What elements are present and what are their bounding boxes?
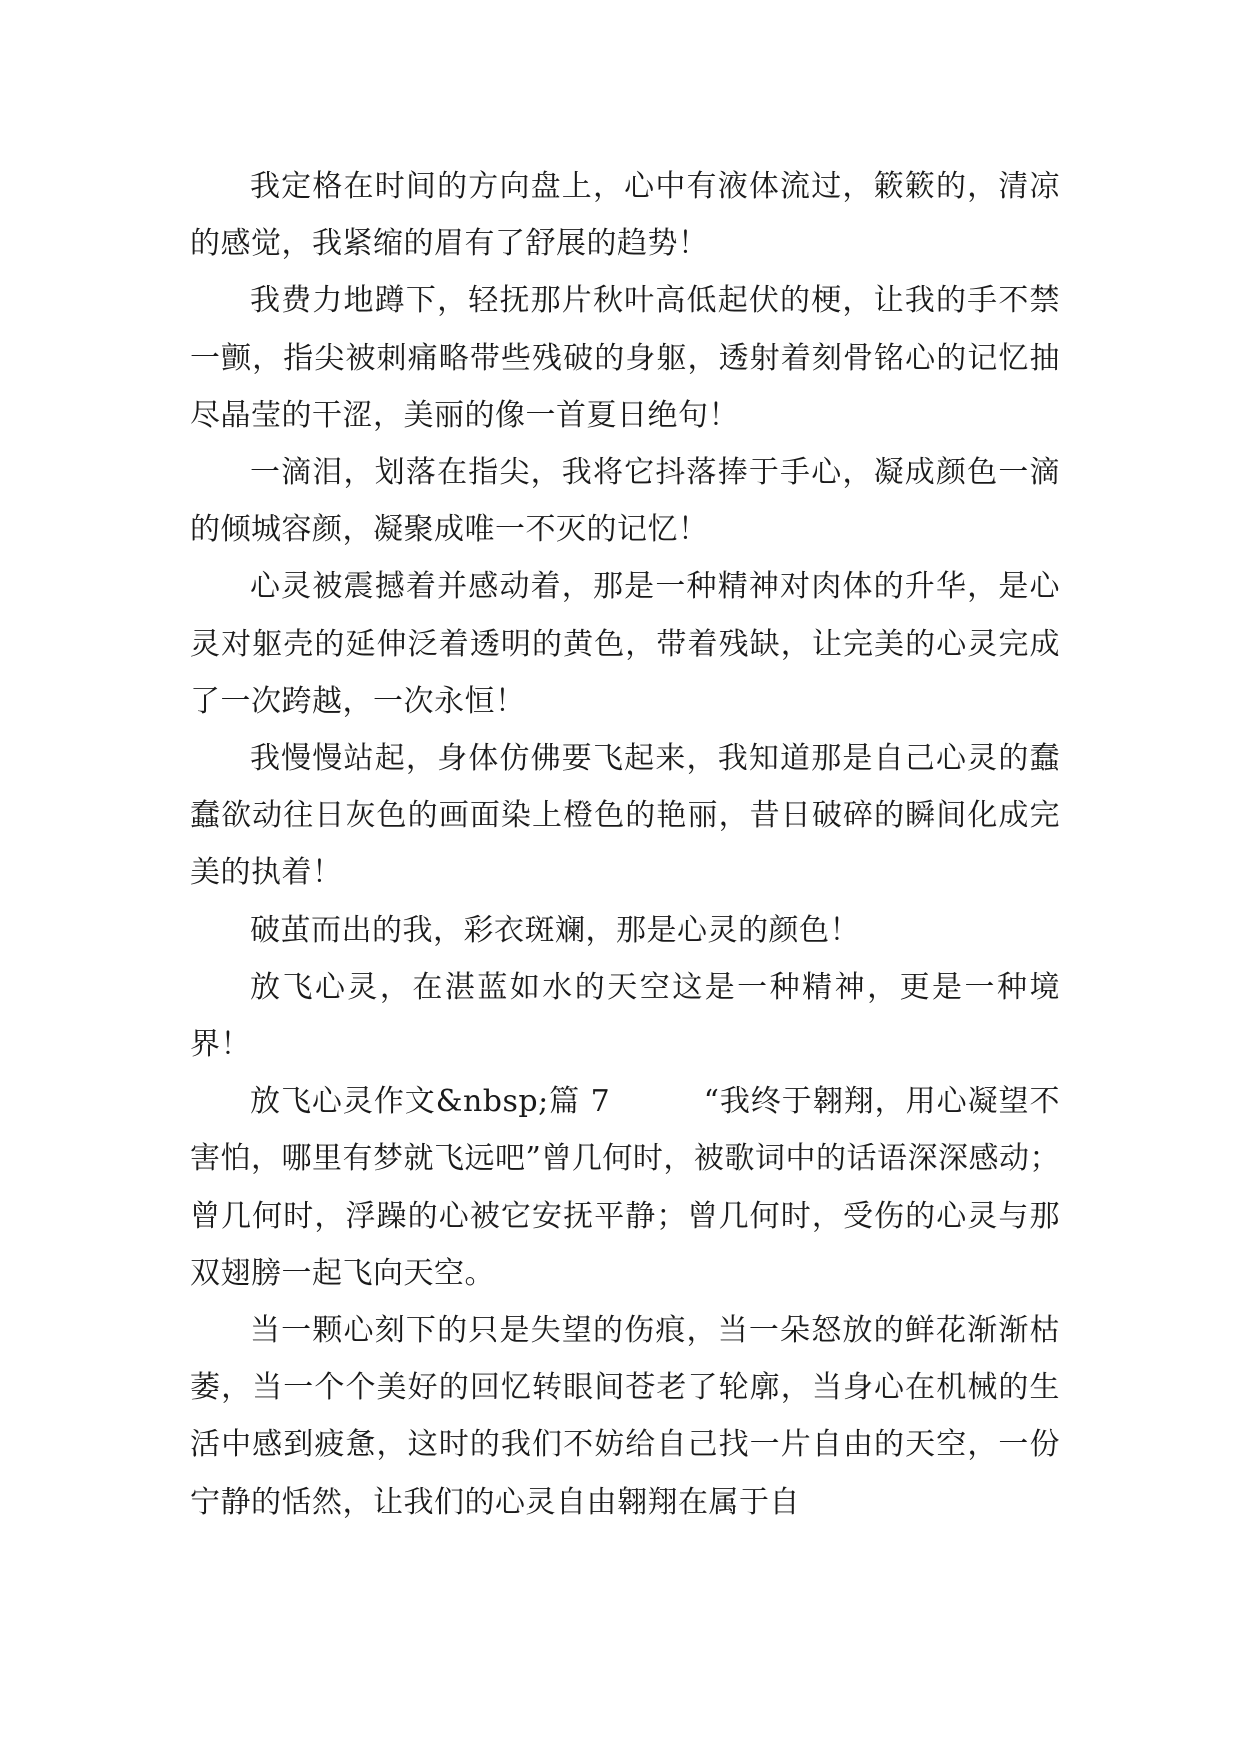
paragraph: 我慢慢站起，身体仿佛要飞起来，我知道那是自己心灵的蠢蠢欲动往日灰色的画面染上橙色的艳丽，昔日破碎的瞬间化成完美的执着！ [190,741,1060,891]
paragraph: 一滴泪，划落在指尖，我将它抖落捧于手心，凝成颜色一滴的倾城容颜，凝聚成唯一不灭的记忆！ [190,455,1060,548]
paragraph: 我定格在时间的方向盘上，心中有液体流过，簌簌的，清凉的感觉，我紧缩的眉有了舒展的趋势！ [190,169,1060,262]
paragraph: 当一颗心刻下的只是失望的伤痕，当一朵怒放的鲜花渐渐枯萎，当一个个美好的回忆转眼间苍老了轮廓，当身心在机械的生活中感到疲惫，这时的我们不妨给自己找一片自由的天空，一份宁静的恬然，让我们的心灵自由翱翔在属于自 [190,1313,1060,1520]
paragraph: 我费力地蹲下，轻抚那片秋叶高低起伏的梗，让我的手不禁一颤，指尖被刺痛略带些残破的身躯，透射着刻骨铭心的记忆抽尽晶莹的干涩，美丽的像一首夏日绝句！ [190,283,1060,433]
paragraph: 破茧而出的我，彩衣斑斓，那是心灵的颜色！ [250,912,860,948]
paragraph: 放飞心灵，在湛蓝如水的天空这是一种精神，更是一种境界！ [190,969,1060,1063]
paragraph: 心灵被震撼着并感动着，那是一种精神对肉体的升华，是心灵对躯壳的延伸泛着透明的黄色，带着残缺，让完美的心灵完成了一次跨越，一次永恒！ [190,569,1060,719]
paragraph-section-heading: 放飞心灵作文&nbsp;篇 7 “我终于翱翔，用心凝望不害怕，哪里有梦就飞远吧”曾几何时，被歌词中的话语深深感动；曾几何时，浮躁的心被它安抚平静；曾几何时，受伤的心灵与那双翅膀一起飞向天空。 [190,1084,1060,1291]
document-body [190,158,1060,1531]
